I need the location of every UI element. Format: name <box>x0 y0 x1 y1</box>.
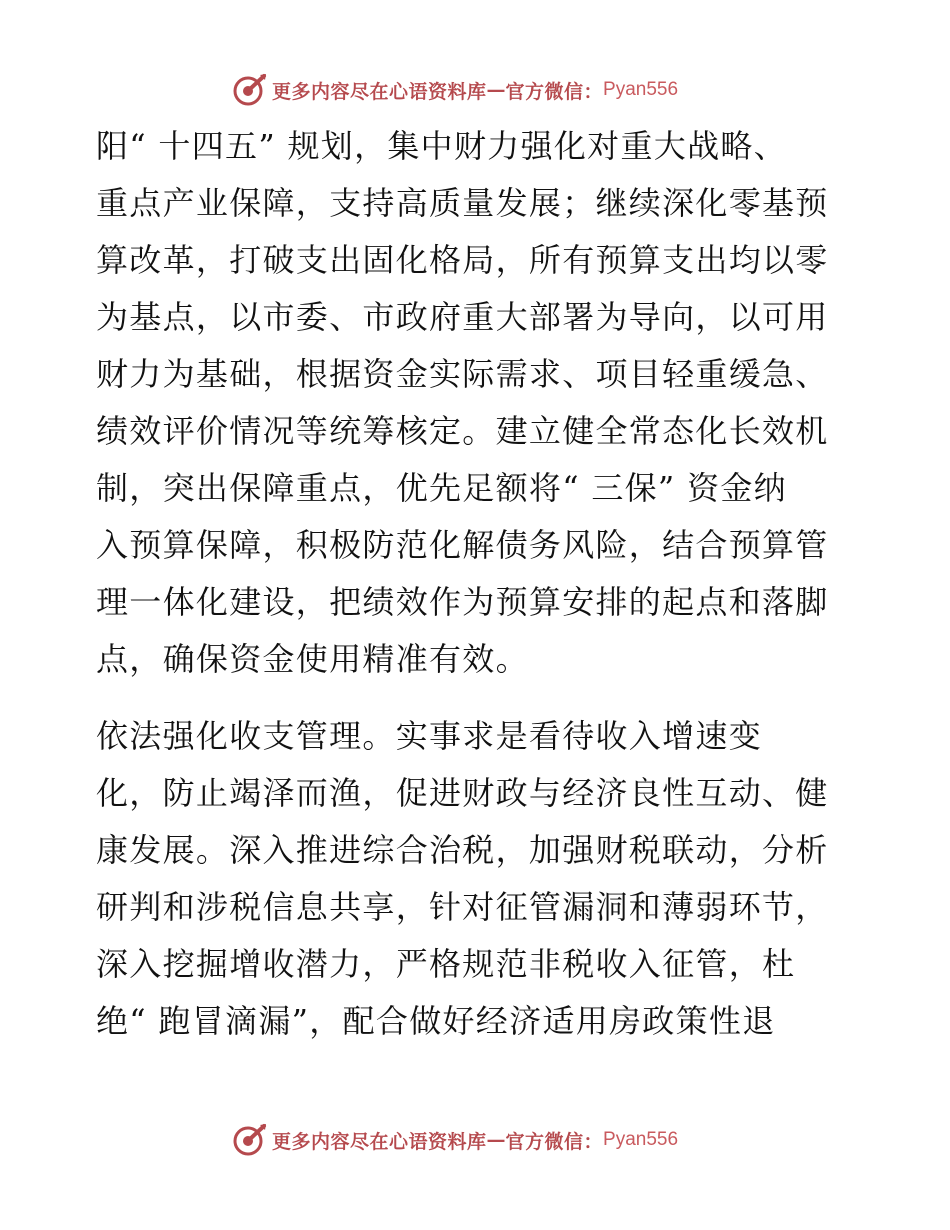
text-line: 研判和涉税信息共享，针对征管漏洞和薄弱环节， <box>96 888 829 926</box>
watermark-contact-label: 官方微信： <box>505 1130 604 1153</box>
brand-logo-icon <box>232 1122 268 1158</box>
brand-logo-icon <box>232 72 268 108</box>
text-line: 阳“ 十四五” 规划，集中财力强化对重大战略、 <box>96 127 787 165</box>
text-line: 为基点，以市委、市政府重大部署为导向，以可用 <box>96 298 829 336</box>
text-line: 算改革，打破支出固化格局，所有预算支出均以零 <box>96 241 829 279</box>
watermark-contact-label: 官方微信： <box>505 80 604 103</box>
text-line: 理一体化建设，把绩效作为预算安排的起点和落脚 <box>96 583 829 621</box>
paragraph-heading-line: 依法强化收支管理。实事求是看待收入增速变 <box>96 717 763 755</box>
watermark-contact-id: Pyan556 <box>603 1129 679 1150</box>
text-line: 深入挖掘增收潜力，严格规范非税收入征管，杜 <box>96 945 796 983</box>
text-line: 点，确保资金使用精准有效。 <box>96 640 529 678</box>
text-line: 康发展。深入推进综合治税，加强财税联动，分析 <box>96 831 829 869</box>
text-line: 重点产业保障，支持高质量发展；继续深化零基预 <box>96 184 829 222</box>
text-line: 制，突出保障重点，优先足额将“ 三保” 资金纳 <box>96 469 787 507</box>
watermark-separator: — <box>486 1129 506 1151</box>
text-line: 绝“ 跑冒滴漏”，配合做好经济适用房政策性退 <box>96 1002 776 1040</box>
text-line: 绩效评价情况等统筹核定。建立健全常态化长效机 <box>96 412 829 450</box>
text-line: 财力为基础，根据资金实际需求、项目轻重缓急、 <box>96 355 829 393</box>
watermark-text: 更多内容尽在心语资料库 <box>272 80 487 103</box>
watermark-contact-id: Pyan556 <box>603 79 679 100</box>
watermark-header <box>232 70 678 110</box>
watermark-separator: — <box>486 79 506 101</box>
watermark-footer <box>232 1120 678 1160</box>
watermark-text: 更多内容尽在心语资料库 <box>272 1130 487 1153</box>
text-line: 入预算保障，积极防范化解债务风险，结合预算管 <box>96 526 829 564</box>
text-line: 化，防止竭泽而渔，促进财政与经济良性互动、健 <box>96 774 829 812</box>
